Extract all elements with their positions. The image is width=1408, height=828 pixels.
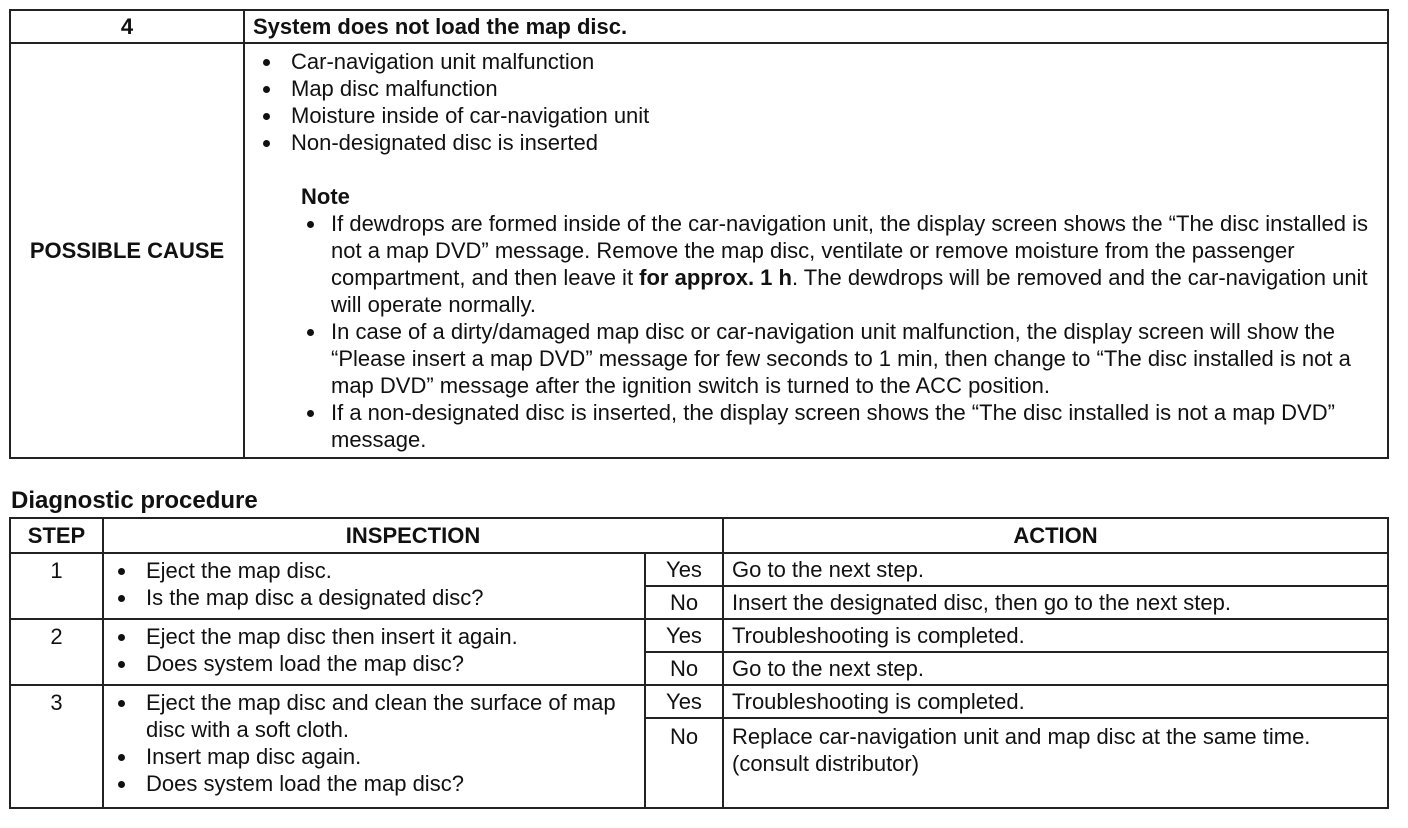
inspection-cell	[103, 619, 645, 685]
table-row	[10, 553, 1388, 586]
no-label: No	[645, 586, 723, 619]
symptom-number: 4	[10, 10, 244, 43]
cause-item: Moisture inside of car-navigation unit	[255, 102, 1377, 129]
table-row	[10, 685, 1388, 718]
yes-action: Troubleshooting is completed.	[723, 619, 1388, 652]
inspection-cell	[103, 553, 645, 619]
inspection-item: Does system load the map disc?	[110, 770, 638, 797]
step-number: 1	[10, 553, 103, 619]
inspection-item: Is the map disc a designated disc?	[110, 584, 638, 611]
inspection-list	[110, 623, 638, 677]
symptom-header-row	[10, 10, 1388, 43]
inspection-list	[110, 557, 638, 611]
symptom-title: System does not load the map disc.	[244, 10, 1388, 43]
yes-label: Yes	[645, 685, 723, 718]
note-item-text: . The dewdrops will be removed and the car-navigation unit will operate normally.	[331, 265, 1368, 317]
note-item-emphasis: for approx. 1 h	[639, 265, 792, 290]
no-action-note: (consult distributor)	[732, 751, 920, 776]
cause-list	[255, 48, 1377, 156]
symptom-table	[9, 9, 1389, 459]
note-item: If a non-designated disc is inserted, the display screen shows the “The disc installed is not a map DVD” message.	[301, 399, 1377, 453]
table-row	[10, 619, 1388, 652]
action-header: ACTION	[723, 518, 1388, 553]
inspection-cell	[103, 685, 645, 808]
inspection-list	[110, 689, 638, 797]
no-label: No	[645, 652, 723, 685]
yes-label: Yes	[645, 553, 723, 586]
procedure-header-row	[10, 518, 1388, 553]
diagnostic-procedure-table	[9, 517, 1389, 809]
diagnostic-procedure-heading: Diagnostic procedure	[11, 487, 258, 514]
step-number: 2	[10, 619, 103, 685]
possible-cause-label: POSSIBLE CAUSE	[10, 43, 244, 458]
cause-item: Car-navigation unit malfunction	[255, 48, 1377, 75]
cause-item: Map disc malfunction	[255, 75, 1377, 102]
note-block	[255, 183, 1377, 453]
cause-item: Non-designated disc is inserted	[255, 129, 1377, 156]
no-action	[723, 718, 1388, 808]
inspection-item: Eject the map disc and clean the surface of map disc with a soft cloth.	[110, 689, 638, 743]
no-label: No	[645, 718, 723, 808]
step-number: 3	[10, 685, 103, 808]
inspection-item: Insert map disc again.	[110, 743, 638, 770]
note-item	[301, 210, 1377, 318]
note-item: In case of a dirty/damaged map disc or car-navigation unit malfunction, the display screen will show the “Please insert a map DVD” message for few seconds to 1 min, then change to “The disc installed is not a map DVD” message after the ignition switch is turned to the ACC position.	[301, 318, 1377, 399]
yes-action: Go to the next step.	[723, 553, 1388, 586]
inspection-item: Eject the map disc then insert it again.	[110, 623, 638, 650]
note-item-text: If dewdrops are formed inside of the car-navigation unit, the display screen shows the “The disc installed is not a map DVD” message. Remove the map disc, ventilate or remove moisture from the passenger compartment, and then leave it	[331, 211, 1368, 290]
no-action-line: Replace car-navigation unit and map disc at the same time.	[732, 724, 1311, 749]
no-action: Go to the next step.	[723, 652, 1388, 685]
inspection-header: INSPECTION	[103, 518, 723, 553]
note-title: Note	[301, 184, 350, 209]
inspection-item: Eject the map disc.	[110, 557, 638, 584]
yes-action: Troubleshooting is completed.	[723, 685, 1388, 718]
inspection-item: Does system load the map disc?	[110, 650, 638, 677]
no-action: Insert the designated disc, then go to the next step.	[723, 586, 1388, 619]
possible-cause-body	[244, 43, 1388, 458]
step-header: STEP	[10, 518, 103, 553]
note-list	[301, 210, 1377, 453]
yes-label: Yes	[645, 619, 723, 652]
possible-cause-row	[10, 43, 1388, 458]
